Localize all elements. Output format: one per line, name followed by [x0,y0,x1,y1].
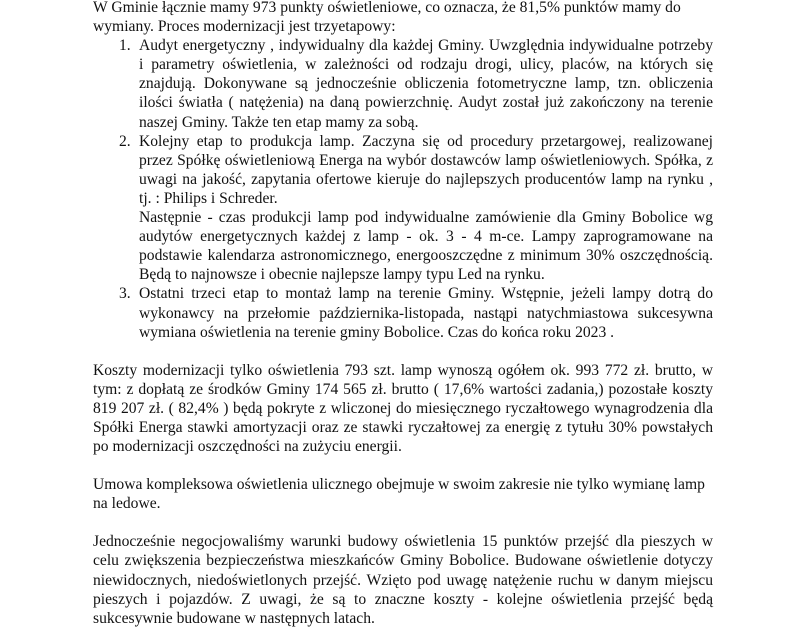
document-page [93,0,713,628]
step-number: 3. [119,285,131,303]
paragraph-spacer [93,513,713,532]
costs-paragraph: Koszty modernizacji tylko oświetlenia 793 szt. lamp wynoszą ogółem ok. 993 772 zł. brutto, w tym: z dopłatą ze środków Gminy 174 565 zł. brutto ( 17,6% wartości zadania,) pozostałe koszty 819 207 zł. ( 82,4% ) będą pokryte z wliczonej do miesięcznego ryczałtowego wynagrodzenia dla Spółki Energa stawki amortyzacji oraz ze stawki ryczałtowej za energię z tytułu 30% powstałych po modernizacji oszczędności na zużyciu energii. [93,361,713,456]
paragraph-spacer [93,456,713,475]
list-item [93,132,713,285]
paragraph-spacer [93,342,713,361]
step-number: 2. [119,132,131,150]
list-item [93,36,713,131]
intro-line-1: W Gminie łącznie mamy 973 punkty oświetleniowe, co oznacza, że 81,5% punktów mamy do [93,0,681,16]
step-text: Kolejny etap to produkcja lamp. Zaczyna się od procedury przetargowej, realizowanej przez Spółkę oświetleniową Energa na wybór dostawców lamp oświetleniowych. Spółka, z uwagi na jakość, zapytania ofertowe kieruje do najlepszych producentów lamp na rynku , tj. : Philips i Schreder. [139,132,713,207]
intro-paragraph [93,0,713,36]
crossings-paragraph: Jednocześnie negocjowaliśmy warunki budowy oświetlenia 15 punktów przejść dla pieszych w celu zwiększenia bezpieczeństwa mieszkańców Gminy Bobolice. Budowane oświetlenie dotyczy niewidocznych, niedoświetlonych przejść. Wzięto pod uwagę natężenie ruchu w danym miejscu pieszych i pojazdów. Z uwagi, że są to znaczne koszty - kolejne oświetlenia przejść będą sukcesywnie budowane w następnych latach. [93,533,713,627]
step-number: 1. [119,37,131,55]
list-item [93,284,713,341]
modernization-steps-list [93,36,713,342]
step-text: Audyt energetyczny , indywidualny dla każdej Gminy. Uwzględnia indywidualne potrzeby i parametry oświetlenia, w zależności od rodzaju drogi, ulicy, placów, na których się znajdują. Dokonywane są jednocześnie obliczenia fotometryczne lamp, tzn. obliczenia ilości światła ( natężenia) na daną powierzchnię. Audyt został już zakończony na terenie naszej Gminy. Także ten etap mamy za sobą. [139,37,713,131]
contract-paragraph: Umowa kompleksowa oświetlenia ulicznego obejmuje w swoim zakresie nie tylko wymianę lamp na ledowe. [93,476,705,513]
step-text: Ostatni trzeci etap to montaż lamp na terenie Gminy. Wstępnie, jeżeli lampy dotrą do wykonawcy na przełomie października-listopada, nastąpi natychmiastowa sukcesywna wymiana oświetlenia na terenie gminy Bobolice. Czas do końca roku 2023 . [139,285,713,341]
step-text-continued: Następnie - czas produkcji lamp pod indywidualne zamówienie dla Gminy Bobolice wg audytów energetycznych każdej z lamp - ok. 3 - 4 m-ce. Lampy zaprogramowane na podstawie kalendarza astronomicznego, energooszczędne z minimum 30% oszczędnością. Będą to najnowsze i obecnie najlepsze lampy typu Led na rynku. [139,209,713,284]
intro-line-2: wymiany. Proces modernizacji jest trzyetapowy: [93,18,396,36]
